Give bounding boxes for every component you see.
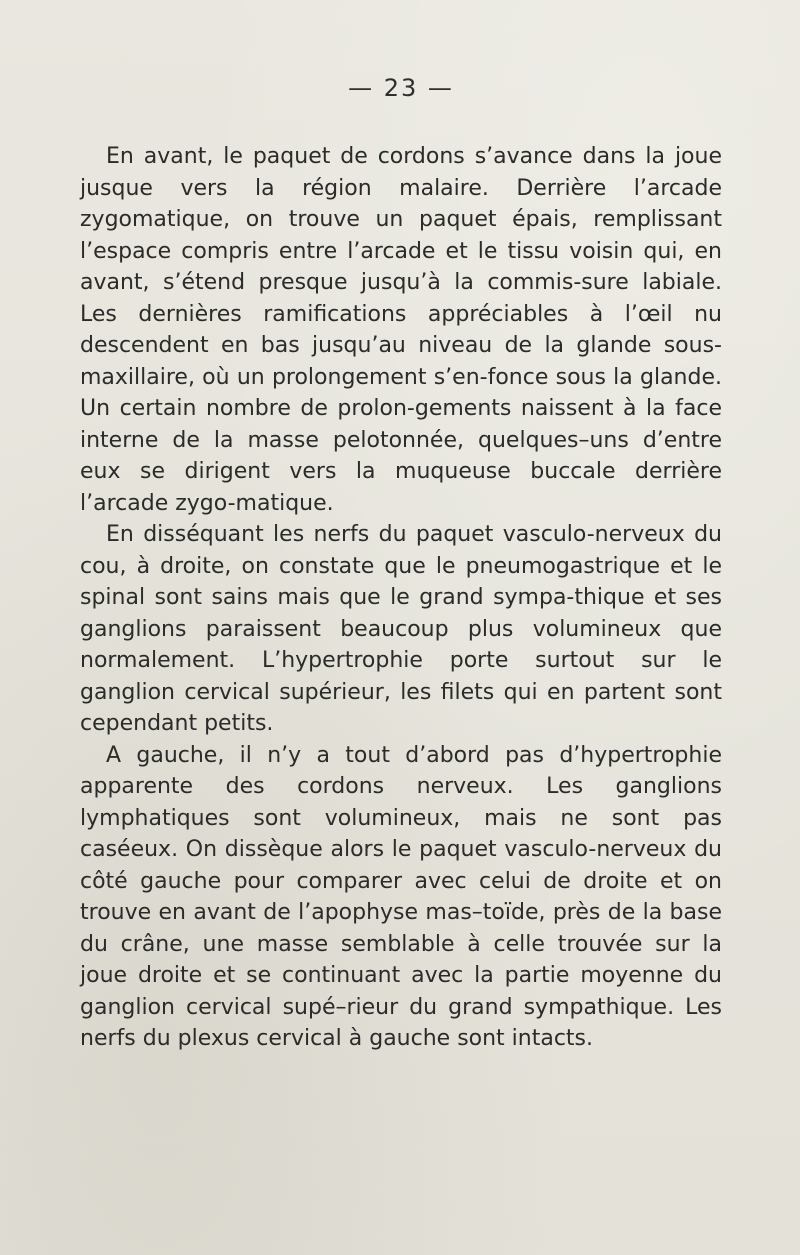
page-number: — 23 — — [348, 74, 454, 102]
paragraph-2: En disséquant les nerfs du paquet vasculo-nerveux du cou, à droite, on constate que le pneumogastrique et le spinal sont sains mais que le grand sympa-thique et ses ganglions paraissent beaucoup plus volumineux que normalement. L’hypertrophie porte surtout sur le ganglion cervical supérieur, les filets qui en partent sont cependant petits. — [80, 522, 722, 736]
paragraph-3: A gauche, il n’y a tout d’abord pas d’hypertrophie apparente des cordons nerveux. Les ganglions lymphatiques sont volumineux, mais ne sont pas caséeux. On dissèque alors le paquet vasculo-nerveux du côté gauche pour comparer avec celui de droite et on trouve en avant de l’apophyse mas–toïde, près de la base du crâne, une masse semblable à celle trouvée sur la joue droite et se continuant avec la partie moyenne du ganglion cervical supé–rieur du grand sympathique. Les nerfs du plexus cervical à gauche sont intacts. — [80, 742, 722, 1051]
paragraph-1: En avant, le paquet de cordons s’avance dans la joue jusque vers la région malaire. Derrière l’arcade zygomatique, on trouve un paquet épais, remplissant l’espace compris entre l’arcade et le tissu voisin qui, en avant, s’étend presque jusqu’à la commis-sure labiale. Les dernières ramifications appréciables à l’œil nu descendent en bas jusqu’au niveau de la glande sous-maxillaire, où un prolongement s’en-fonce sous la glande. Un certain nombre de prolon-gements naissent à la face interne de la masse pelotonnée, quelques–uns d’entre eux se dirigent vers la muqueuse buccale derrière l’arcade zygo-matique. — [80, 144, 722, 516]
document-body — [80, 141, 722, 1055]
